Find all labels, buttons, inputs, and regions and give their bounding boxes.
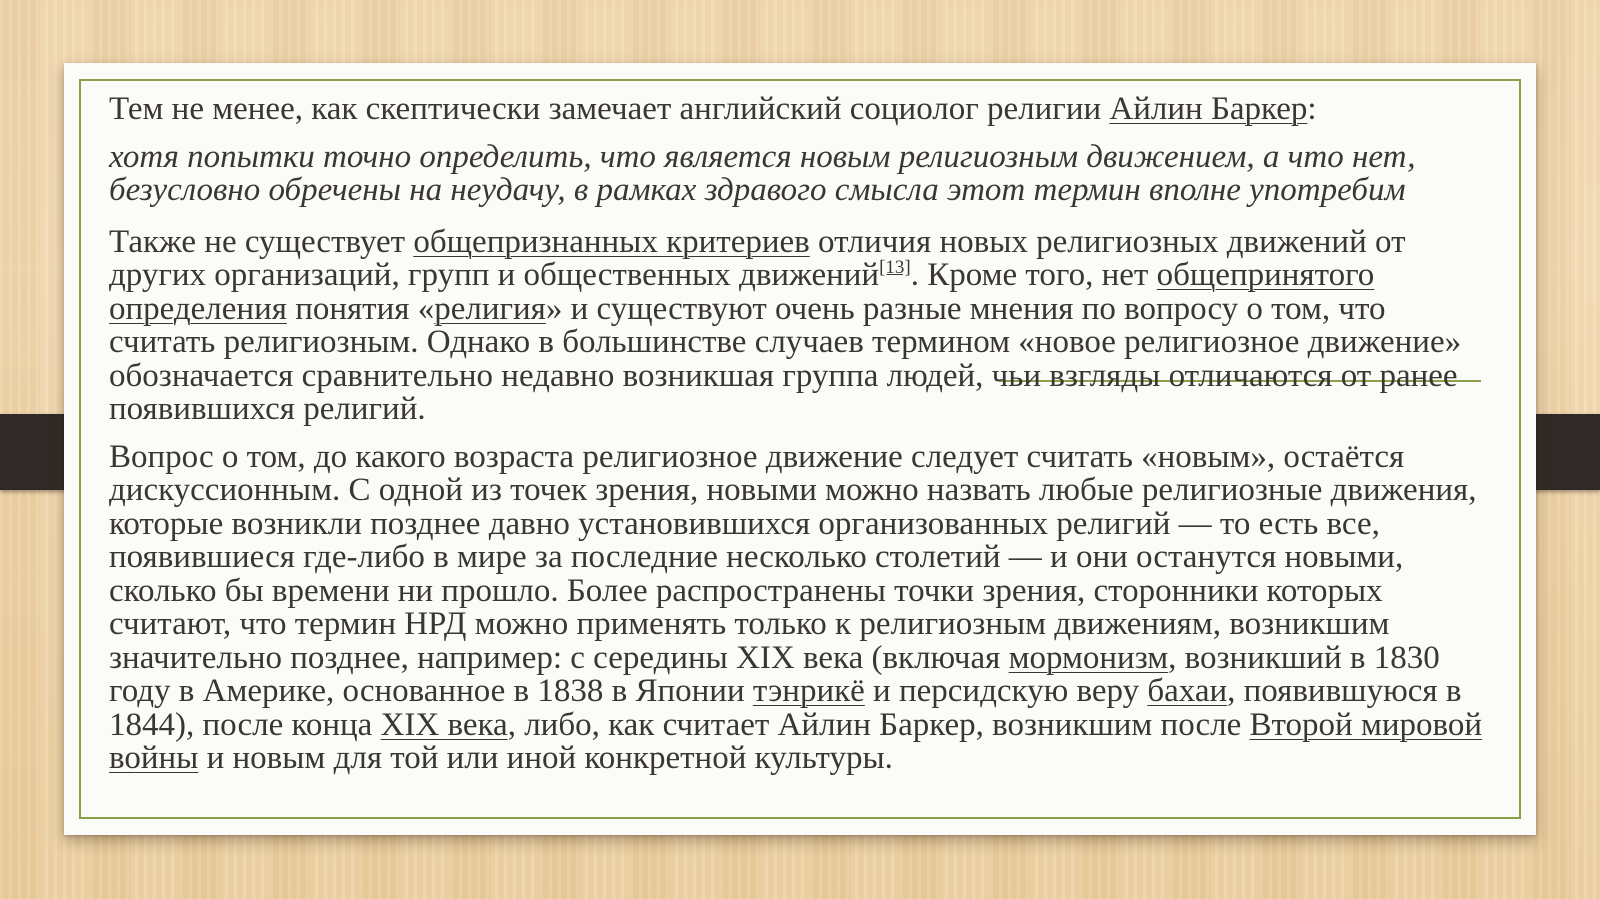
link-19th-century[interactable]: XIX века (380, 706, 508, 743)
text-segment: , либо, как считает Айлин Баркер, возникшим после (507, 706, 1250, 743)
text-segment: Также не существует (109, 223, 414, 260)
link-barker[interactable]: Айлин Баркер (1109, 91, 1308, 127)
text-segment: , возникший в 1830 году в Америке, основанное в 1838 в Японии (109, 639, 1440, 709)
intro-text: Тем не менее, как скептически замечает английский социолог религии (109, 91, 1110, 127)
paragraph-age-question (109, 438, 1499, 776)
text-segment: Вопрос о том, до какого возраста религиозное движение следует считать «новым», остаётся дискуссионным. С одной из точек зрения, новыми можно назвать любые религиозные движения, которые возникли позднее давно установившихся организованных религий — то есть все, появившиеся где-либо в мире за последние несколько столетий — и они останутся новыми, сколько бы времени ни прошло. Более распространены точки зрения, сторонники которых считают, что термин НРД можно применять только к религиозным движениям, возникшим значительно позднее, например: с середины XIX века (включая (109, 438, 1477, 676)
quote-paragraph: хотя попытки точно определить, что является новым религиозным движением, а что нет, безусловно обречены на неудачу, в рамках здравого смысла этот термин вполне употребим (109, 138, 1416, 208)
paragraph-criteria (109, 223, 1499, 427)
link-definition[interactable]: общепринятого определения (109, 257, 1375, 327)
text-segment: и новым для той или иной конкретной культуры. (198, 740, 893, 776)
text-segment: . Кроме того, нет (910, 257, 1157, 293)
text-segment: и персидскую веру (864, 673, 1148, 709)
slide-content (109, 93, 1499, 790)
slide-card (64, 63, 1536, 835)
link-tenrikyo[interactable]: тэнрикё (752, 673, 865, 709)
text-segment: » и существуют очень разные мнения по вопросу о том, что считать религиозным. Однако в большинстве случаев термином «новое религиозное движение» обозначается сравнительно недавно возникшая группа людей, чьи взгляды отличаются от ранее появившихся религий. (109, 290, 1462, 427)
link-mormonism[interactable]: мормонизм (1008, 639, 1169, 676)
paragraph-intro (109, 93, 1499, 127)
link-religion[interactable]: религия (434, 290, 546, 327)
text-segment: отличия новых религиозных движений от других организаций, групп и общественных движений (109, 223, 1406, 293)
link-criteria[interactable]: общепризнанных критериев (413, 223, 810, 260)
text-segment: понятия « (286, 290, 435, 327)
footnote-13[interactable]: [13] (879, 257, 911, 278)
intro-colon: : (1307, 91, 1317, 127)
text-segment: , появившуюся в 1844), после конца (109, 673, 1462, 743)
link-bahai[interactable]: бахаи (1147, 673, 1228, 709)
link-ww2[interactable]: Второй мировой войны (109, 706, 1482, 776)
